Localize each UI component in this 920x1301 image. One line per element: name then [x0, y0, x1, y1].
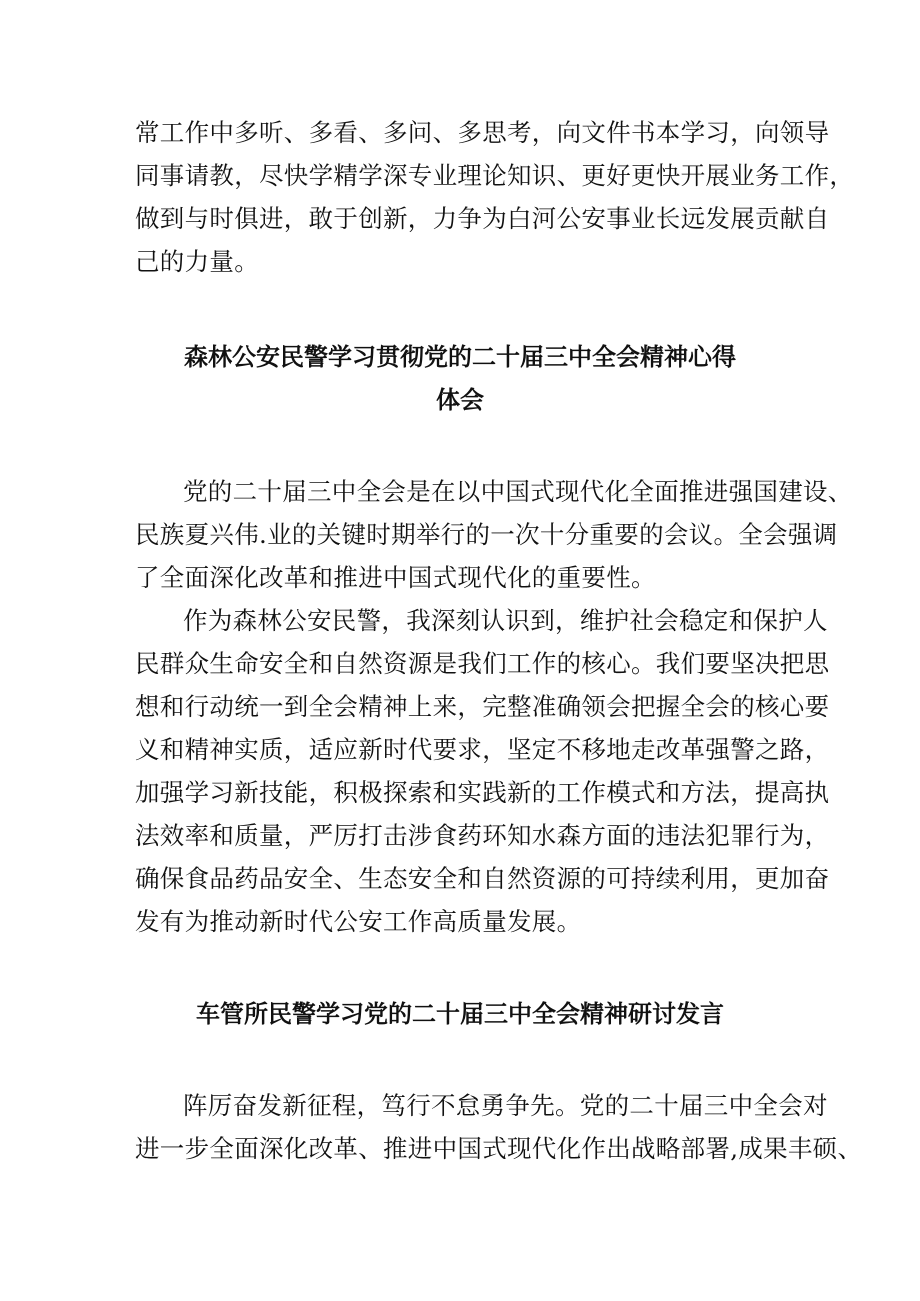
- section1-para2-line: 发有为推动新时代公安工作高质量发展。: [135, 907, 582, 936]
- section1-title-line2: 体会: [436, 385, 484, 414]
- section1-para1-line: 了全面深化改革和推进中国式现代化的重要性。: [135, 563, 656, 592]
- intro-line: 常工作中多听、多看、多问、多思考，向文件书本学习，向领导: [135, 118, 830, 147]
- section1-para2-line: 法效率和质量，严厉打击涉食药环知水森方面的违法犯罪行为，: [135, 821, 830, 850]
- section1-para2-line: 加强学习新技能，积极探索和实践新的工作模式和方法，提高执: [135, 778, 830, 807]
- section1-para2-line: 想和行动统一到全会精神上来，完整准确领会把握全会的核心要: [135, 692, 830, 721]
- section1-para1-line: 党的二十届三中全会是在以中国式现代化全面推进强国建设、: [183, 477, 853, 506]
- section1-para2-line: 确保食品药品安全、生态安全和自然资源的可持续利用，更加奋: [135, 864, 830, 893]
- section1-para2-line: 民群众生命安全和自然资源是我们工作的核心。我们要坚决把思: [135, 649, 830, 678]
- intro-line: 己的力量。: [135, 247, 259, 276]
- section1-para1-line: 民族夏兴伟.业的关键时期举行的一次十分重要的会议。全会强调: [135, 520, 838, 549]
- intro-line: 同事请教，尽快学精学深专业理论知识、更好更快开展业务工作，: [135, 161, 855, 190]
- section1-para2-line: 作为森林公安民警，我深刻认识到，维护社会稳定和保护人: [183, 606, 828, 635]
- section1-title-line1: 森林公安民警学习贯彻党的二十届三中全会精神心得: [184, 342, 736, 371]
- intro-line: 做到与时俱进，敢于创新，力争为白河公安事业长远发展贡献自: [135, 204, 830, 233]
- section1-para2-line: 义和精神实质，适应新时代要求，坚定不移地走改革强警之路，: [135, 735, 830, 764]
- section2-para1-line: 阵厉奋发新征程，笃行不怠勇争先。党的二十届三中全会对: [183, 1091, 828, 1120]
- section2-para1-line: 进一步全面深化改革、推进中国式现代化作出战略部署,成果丰硕、: [135, 1134, 863, 1163]
- section2-title: 车管所民警学习党的二十届三中全会精神研讨发言: [196, 999, 724, 1028]
